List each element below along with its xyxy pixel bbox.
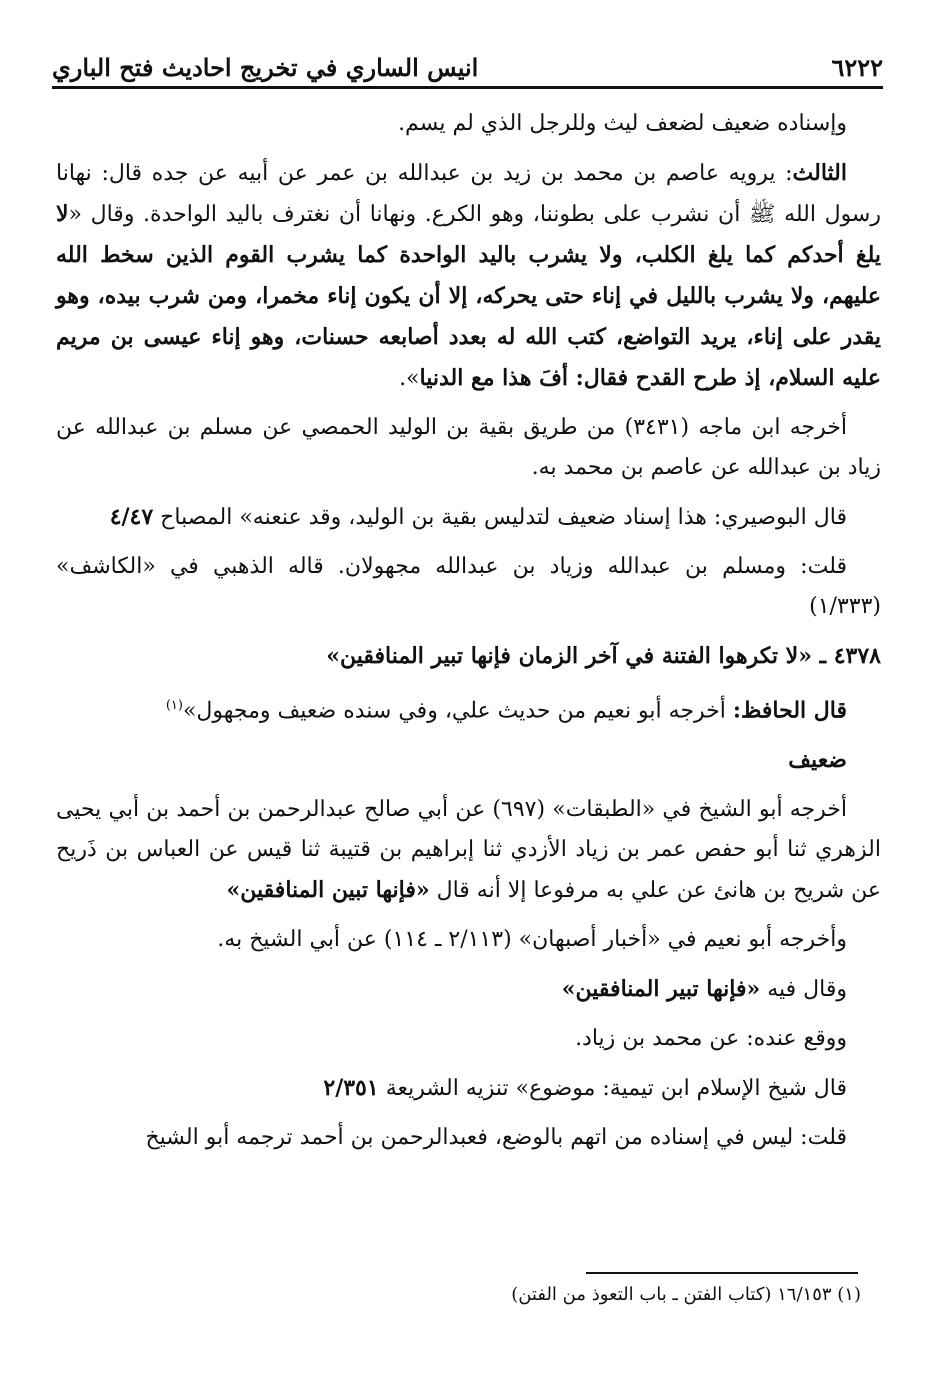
paragraph-9 — [56, 969, 881, 1010]
page-header — [52, 44, 883, 82]
paragraph-11-ref: ٢/٣٥١ — [323, 1075, 379, 1102]
header-rule — [52, 86, 883, 89]
paragraph-7-bold: «فإنها تبين المنافقين» — [226, 877, 430, 904]
paragraph-6-text: أخرجه أبو نعيم من حديث علي، وفي سنده ضعيف ومجهول» — [182, 698, 733, 724]
paragraph-5: قلت: ومسلم بن عبدالله وزياد بن عبدالله مجهولان. قاله الذهبي في «الكاشف» (١/٣٣٣) — [56, 554, 881, 619]
paragraph-12: قلت: ليس في إسناده من اتهم بالوضع، فعبدالرحمن بن أحمد ترجمه أبو الشيخ — [145, 1125, 847, 1151]
page-number: ٦٢٢٢ — [831, 53, 883, 82]
grade-text: ضعيف — [788, 747, 847, 774]
grade — [56, 740, 881, 781]
paragraph-2 — [56, 153, 881, 399]
paragraph-11 — [56, 1068, 881, 1109]
footnote-rule — [586, 1272, 858, 1274]
paragraph-2-label: الثالث — [792, 160, 847, 186]
paragraph-2-text: : يرويه عاصم بن محمد بن زيد بن عبدالله بن عمر عن أبيه عن جده قال: نهانا رسول الله ﷺ أن نشرب على بطوننا، وهو الكرع. ونهانا أن نغترف باليد الواحدة. وقال « — [56, 161, 881, 227]
book-title: انيس الساري في تخريج احاديث فتح الباري — [52, 53, 479, 82]
paragraph-6 — [56, 686, 881, 731]
paragraph-11-text: قال شيخ الإسلام ابن تيمية: موضوع» تنزيه الشريعة — [378, 1076, 847, 1102]
paragraph-4 — [56, 497, 881, 538]
paragraph-9-text: وقال فيه — [760, 977, 847, 1003]
paragraph-1: وإسناده ضعيف لضعف ليث وللرجل الذي لم يسم. — [398, 111, 847, 136]
paragraph-2-hadith: لا يلغ أحدكم كما يلغ الكلب، ولا يشرب باليد الواحدة كما يشرب القوم الذين سخط الله عليهم، ولا يشرب بالليل في إناء حتى يحركه، إلا أن يكون إناء مخمرا، ومن شرب بيده، وهو يقدر على إناء، يريد التواضع، كتب الله له بعدد أصابعه حسنات، وهو إناء عيسى بن مريم عليه السلام، إذ طرح القدح فقال: أفَ هذا مع الدنيا — [56, 201, 881, 391]
paragraph-9-bold: «فإنها تبير المنافقين» — [561, 976, 761, 1003]
paragraph-8: وأخرجه أبو نعيم في «أخبار أصبهان» (٢/١١٣ ـ ١١٤) عن أبي الشيخ به. — [217, 927, 847, 953]
page-body — [56, 104, 881, 1167]
footnote-marker: (١) — [165, 698, 183, 713]
paragraph-3: أخرجه ابن ماجه (٣٤٣١) من طريق بقية بن الوليد الحمصي عن مسلم بن عبدالله عن زياد بن عبدالله عن عاصم بن محمد به. — [56, 415, 881, 480]
paragraph-4-ref: ٤/٤٧ — [109, 504, 154, 530]
hadith-heading — [56, 636, 881, 677]
paragraph-10: ووقع عنده: عن محمد بن زياد. — [575, 1026, 847, 1052]
hadith-heading-text: ٤٣٧٨ ـ «لا تكرهوا الفتنة في آخر الزمان فإنها تبير المنافقين» — [326, 643, 881, 669]
paragraph-4-text: قال البوصيري: هذا إسناد ضعيف لتدليس بقية بن الوليد، وقد عنعنه» المصباح — [153, 505, 847, 530]
paragraph-7-text: أخرجه أبو الشيخ في «الطبقات» (٦٩٧) عن أبي صالح عبدالرحمن بن أحمد بن أبي يحيى الزهري ثنا أبو حفص عمر بن زياد الأزدي ثنا إبراهيم بن قتيبة ثنا قيس عن العباس بن ذَريح عن شريح بن هانئ عن علي به مرفوعا إلا أنه قال — [56, 797, 881, 904]
footnote: (١) ١٦/١٥٣ (كتاب الفتن ـ باب التعوذ من الفتن) — [511, 1284, 861, 1305]
paragraph-2-end: ». — [399, 366, 420, 391]
paragraph-6-label: قال الحافظ: — [732, 697, 847, 724]
paragraph-7 — [56, 790, 881, 911]
